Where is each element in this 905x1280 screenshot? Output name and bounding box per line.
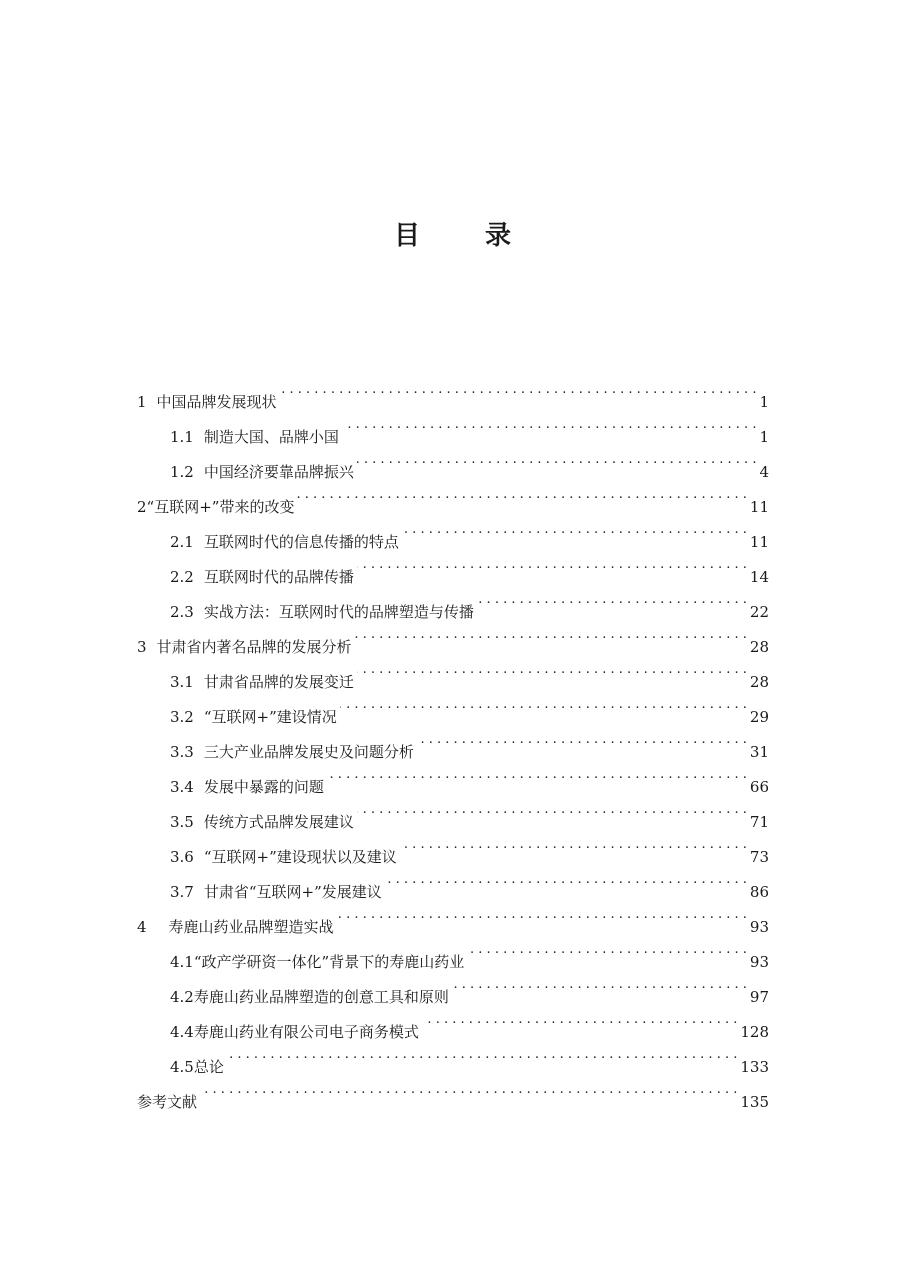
toc-entry-label: 4.1“政产学研资一体化”背景下的寿鹿山药业 [170,953,465,971]
toc-entry-label: 3.7 甘肃省“互联网+”发展建议 [170,883,382,901]
toc-entry-label: 3.6 “互联网+”建设现状以及建议 [170,848,397,866]
toc-page-number: 86 [749,883,769,901]
toc-page-number: 4 [759,463,769,481]
toc-page-number: 1 [759,393,769,411]
toc-entry-4-5[interactable] [137,1037,769,1076]
page-title: 目 录 [393,221,540,251]
dot-leader [422,1002,737,1037]
toc-entry-label: 3.2 “互联网+”建设情况 [170,708,337,726]
dot-leader [477,582,747,617]
toc-entry-label: 1.1 制造大国、品牌小国 [170,428,339,446]
toc-page-number: 31 [749,743,769,761]
toc-page-number: 71 [749,813,769,831]
toc-entry-references[interactable] [137,1072,769,1111]
dot-leader [385,862,747,897]
dot-leader [297,477,746,512]
toc-entry-label: 3.1 甘肃省品牌的发展变迁 [170,673,354,691]
dot-leader [467,932,747,967]
toc-page-number: 128 [740,1023,769,1041]
dot-leader [357,442,757,477]
dot-leader [400,827,747,862]
toc-page-number: 11 [749,533,769,551]
toc-page-number: 11 [749,498,769,516]
toc-entry-label: 2.1 互联网时代的信息传播的特点 [170,533,399,551]
toc-entry-label: 3.3 三大产业品牌发展史及问题分析 [170,743,414,761]
toc-page-number: 133 [740,1058,769,1076]
toc-entry-label: 2“互联网+”带来的改变 [137,498,295,516]
toc-entry-1[interactable] [137,372,769,411]
dot-leader [280,372,757,407]
dot-leader [357,652,747,687]
dot-leader [452,967,747,1002]
toc-page-number: 93 [749,953,769,971]
toc-page-number: 28 [749,673,769,691]
dot-leader [327,757,747,792]
dot-leader [357,792,747,827]
toc-entry-label: 3.4 发展中暴露的问题 [170,778,324,796]
toc-page-number: 14 [749,568,769,586]
dot-leader [355,617,747,652]
dot-leader [200,1072,737,1107]
toc-entry-label: 1.2 中国经济要靠品牌振兴 [170,463,354,481]
dot-leader [357,547,747,582]
toc-entry-label: 参考文献 [137,1093,198,1111]
dot-leader [340,687,747,722]
toc-entry-label: 4.5总论 [170,1058,224,1076]
toc-page-number: 29 [749,708,769,726]
toc-page-number: 66 [749,778,769,796]
toc-entry-label: 1 中国品牌发展现状 [137,393,277,411]
toc-page-number: 97 [749,988,769,1006]
toc-entry-label: 2.3 实战方法：互联网时代的品牌塑造与传播 [170,603,474,621]
toc-page-number: 1 [759,428,769,446]
dot-leader [342,407,757,442]
toc-entry-label: 4.4寿鹿山药业有限公司电子商务模式 [170,1023,419,1041]
dot-leader [402,512,747,547]
dot-leader [417,722,747,757]
toc-entry-label: 3.5 传统方式品牌发展建议 [170,813,354,831]
toc-page-number: 93 [749,918,769,936]
dot-leader [337,897,747,932]
toc-entry-label: 3 甘肃省内著名品牌的发展分析 [137,638,352,656]
toc-page-number: 28 [749,638,769,656]
dot-leader [227,1037,737,1072]
toc-entry-label: 2.2 互联网时代的品牌传播 [170,568,354,586]
toc-page-number: 73 [749,848,769,866]
toc-page-number: 135 [740,1093,769,1111]
table-of-contents [137,372,769,1111]
toc-entry-label: 4 寿鹿山药业品牌塑造实战 [137,918,334,936]
toc-page-number: 22 [749,603,769,621]
toc-entry-label: 4.2寿鹿山药业品牌塑造的创意工具和原则 [170,988,449,1006]
